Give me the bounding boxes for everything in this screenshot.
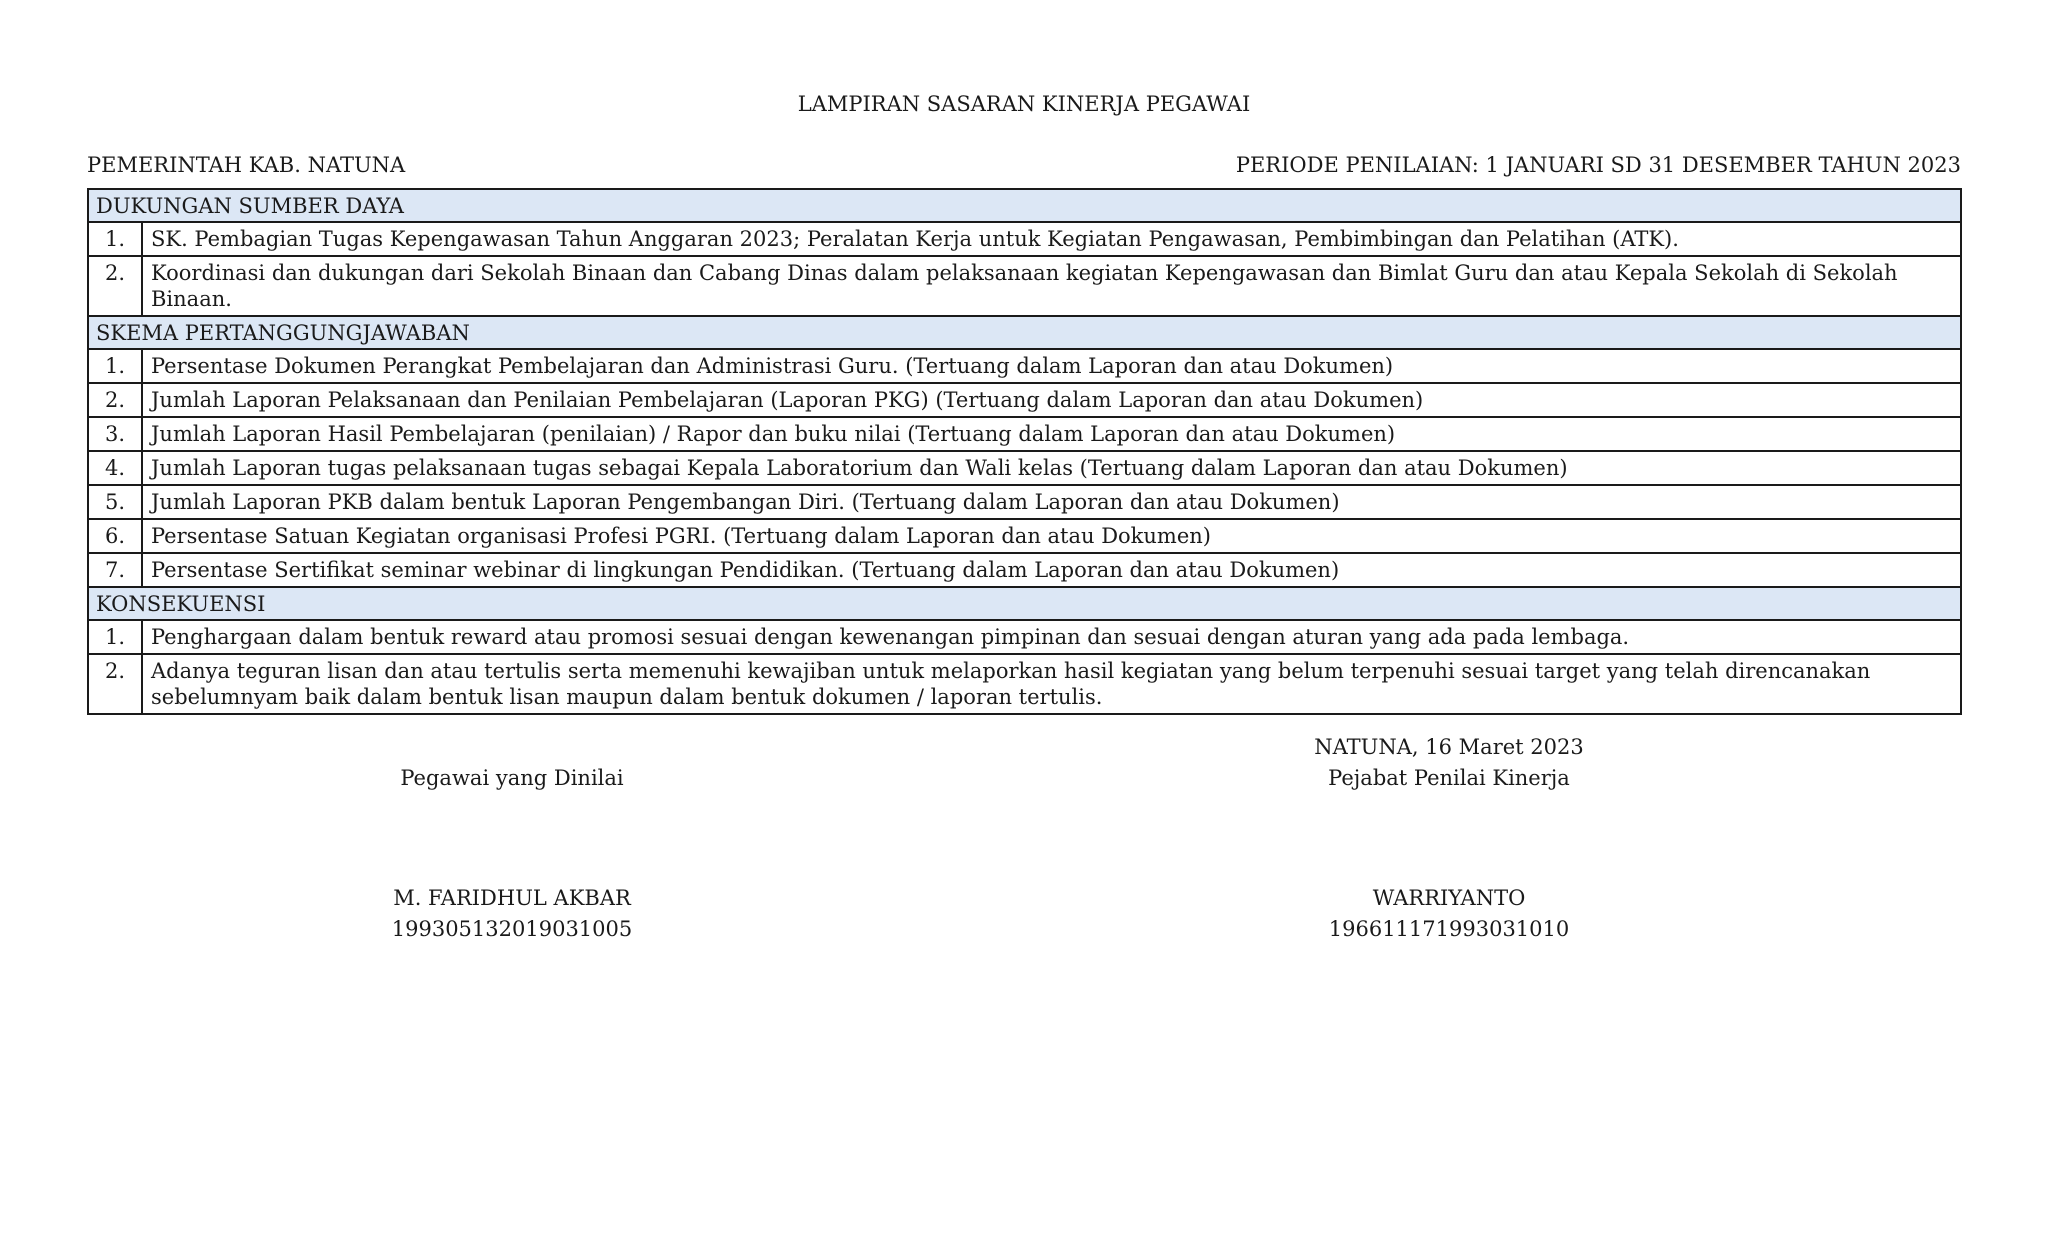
signature-nip: 196611171993031010 (1328, 917, 1570, 941)
row-text: Persentase Dokumen Perangkat Pembelajaran dan Administrasi Guru. (Tertuang dalam Laporan dan atau Dokumen) (142, 349, 1961, 383)
table-row (88, 383, 1961, 417)
table-row (88, 553, 1961, 587)
organization-name: PEMERINTAH KAB. NATUNA (87, 153, 406, 177)
section-heading: SKEMA PERTANGGUNGJAWABAN (88, 316, 1961, 349)
signature-nip: 199305132019031005 (391, 917, 633, 941)
row-text: Persentase Sertifikat seminar webinar di lingkungan Pendidikan. (Tertuang dalam Laporan dan atau Dokumen) (142, 553, 1961, 587)
assessment-period: PERIODE PENILAIAN: 1 JANUARI SD 31 DESEMBER TAHUN 2023 (1235, 153, 1961, 177)
row-text: Koordinasi dan dukungan dari Sekolah Binaan dan Cabang Dinas dalam pelaksanaan kegiatan Kepengawasan dan Bimlat Guru dan atau Kepala Sekolah di Sekolah Binaan. (142, 256, 1961, 316)
row-number: 5. (88, 485, 142, 519)
signature-role: Pejabat Penilai Kinerja (1328, 766, 1570, 790)
table-row (88, 620, 1961, 654)
table-row (88, 349, 1961, 383)
row-text: Jumlah Laporan tugas pelaksanaan tugas sebagai Kepala Laboratorium dan Wali kelas (Tertuang dalam Laporan dan atau Dokumen) (142, 451, 1961, 485)
table-row (88, 417, 1961, 451)
performance-table (87, 188, 1962, 715)
table-row (88, 256, 1961, 316)
row-number: 1. (88, 620, 142, 654)
section-heading: DUKUNGAN SUMBER DAYA (88, 189, 1961, 222)
table-row (88, 485, 1961, 519)
signature-space (262, 797, 762, 886)
section-header-row (88, 587, 1961, 620)
section-heading: KONSEKUENSI (88, 587, 1961, 620)
table-row (88, 222, 1961, 256)
place-date: NATUNA, 16 Maret 2023 (1314, 735, 1584, 759)
row-text: Penghargaan dalam bentuk reward atau promosi sesuai dengan kewenangan pimpinan dan sesuai dengan aturan yang ada pada lembaga. (142, 620, 1961, 654)
row-text: Adanya teguran lisan dan atau tertulis serta memenuhi kewajiban untuk melaporkan hasil kegiatan yang belum terpenuhi sesuai target yang telah direncanakan sebelumnyam baik dalam bentuk lisan maupun dalam bentuk dokumen / laporan tertulis. (142, 654, 1961, 714)
table-row (88, 654, 1961, 714)
row-number: 2. (88, 256, 142, 316)
section-header-row (88, 316, 1961, 349)
signature-role: Pegawai yang Dinilai (400, 766, 624, 790)
row-text: SK. Pembagian Tugas Kepengawasan Tahun Anggaran 2023; Peralatan Kerja untuk Kegiatan Pengawasan, Pembimbingan dan Pelatihan (ATK). (142, 222, 1961, 256)
table-row (88, 451, 1961, 485)
row-text: Jumlah Laporan Pelaksanaan dan Penilaian Pembelajaran (Laporan PKG) (Tertuang dalam Laporan dan atau Dokumen) (142, 383, 1961, 417)
document-title: LAMPIRAN SASARAN KINERJA PEGAWAI (797, 92, 1251, 116)
row-number: 6. (88, 519, 142, 553)
row-number: 4. (88, 451, 142, 485)
signature-name: M. FARIDHUL AKBAR (393, 886, 631, 910)
table-row (88, 519, 1961, 553)
employee-signature-block (262, 766, 762, 948)
section-header-row (88, 189, 1961, 222)
row-number: 1. (88, 349, 142, 383)
row-text: Persentase Satuan Kegiatan organisasi Profesi PGRI. (Tertuang dalam Laporan dan atau Dokumen) (142, 519, 1961, 553)
row-number: 2. (88, 383, 142, 417)
row-number: 2. (88, 654, 142, 714)
signature-name: WARRIYANTO (1372, 886, 1526, 910)
signature-space (1199, 797, 1699, 886)
row-text: Jumlah Laporan Hasil Pembelajaran (penilaian) / Rapor dan buku nilai (Tertuang dalam Laporan dan atau Dokumen) (142, 417, 1961, 451)
row-text: Jumlah Laporan PKB dalam bentuk Laporan Pengembangan Diri. (Tertuang dalam Laporan dan atau Dokumen) (142, 485, 1961, 519)
row-number: 3. (88, 417, 142, 451)
assessor-signature-block (1199, 735, 1699, 948)
row-number: 7. (88, 553, 142, 587)
row-number: 1. (88, 222, 142, 256)
